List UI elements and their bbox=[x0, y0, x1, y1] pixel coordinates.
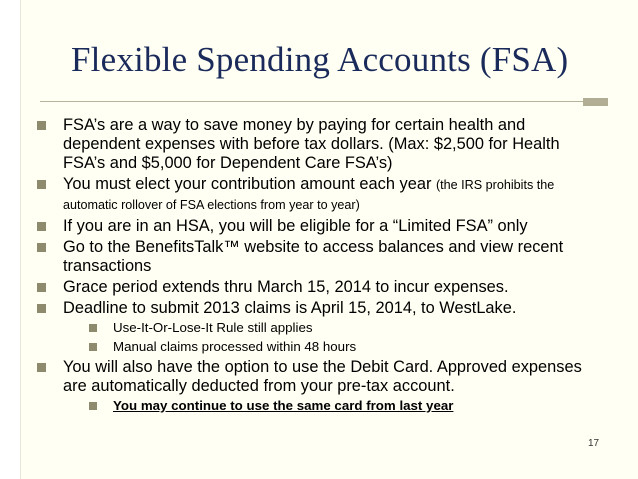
bullet-item bbox=[37, 278, 597, 297]
bullet-item bbox=[37, 238, 597, 276]
sub-bullet-text: Manual claims processed within 48 hours bbox=[113, 339, 357, 354]
sub-bullet-item bbox=[89, 398, 597, 414]
slide-title: Flexible Spending Accounts (FSA) bbox=[71, 40, 569, 79]
square-bullet-icon bbox=[89, 343, 97, 351]
bullet-text bbox=[63, 175, 597, 215]
square-bullet-icon bbox=[37, 304, 46, 313]
square-bullet-icon bbox=[37, 283, 46, 292]
bullet-text: Deadline to submit 2013 claims is April 15, 2014, to WestLake. bbox=[63, 299, 517, 317]
bullet-text: You will also have the option to use the Debit Card. Approved expenses are automatically deducted from your pre-tax account. bbox=[63, 358, 582, 395]
square-bullet-icon bbox=[37, 363, 46, 372]
sub-bullet-item bbox=[89, 320, 597, 336]
square-bullet-icon bbox=[37, 180, 46, 189]
square-bullet-icon bbox=[89, 324, 97, 332]
page-number: 17 bbox=[588, 438, 600, 449]
bullet-text: Go to the BenefitsTalk™ website to access balances and view recent transactions bbox=[63, 238, 564, 275]
square-bullet-icon bbox=[89, 402, 97, 410]
sub-bullet-text-emphasis: You may continue to use the same card from last year bbox=[113, 398, 454, 413]
left-margin-bar bbox=[0, 0, 21, 479]
bullet-note: (the IRS prohibits the automatic rollover of FSA elections from year to year) bbox=[63, 178, 555, 212]
square-bullet-icon bbox=[37, 121, 46, 130]
bullet-text: If you are in an HSA, you will be eligible for a “Limited FSA” only bbox=[63, 217, 528, 235]
bullet-item bbox=[37, 299, 597, 318]
bullet-main-text: You must elect your contribution amount each year bbox=[63, 175, 432, 193]
bullet-text: FSA’s are a way to save money by paying for certain health and dependent expenses with before tax dollars. (Max: $2,500 for Health FSA’s and $5,000 for Dependent Care FSA’s) bbox=[63, 116, 560, 172]
bullet-item bbox=[37, 116, 597, 173]
square-bullet-icon bbox=[37, 222, 46, 231]
bullet-item bbox=[37, 358, 597, 396]
square-bullet-icon bbox=[37, 243, 46, 252]
bullet-item bbox=[37, 175, 597, 215]
bullet-text: Grace period extends thru March 15, 2014 to incur expenses. bbox=[63, 278, 509, 296]
divider-accent bbox=[583, 98, 608, 106]
title-divider bbox=[40, 101, 608, 102]
bullet-item bbox=[37, 217, 597, 236]
bullet-list bbox=[37, 116, 597, 417]
sub-bullet-text: Use-It-Or-Lose-It Rule still applies bbox=[113, 320, 313, 335]
sub-bullet-item bbox=[89, 339, 597, 355]
